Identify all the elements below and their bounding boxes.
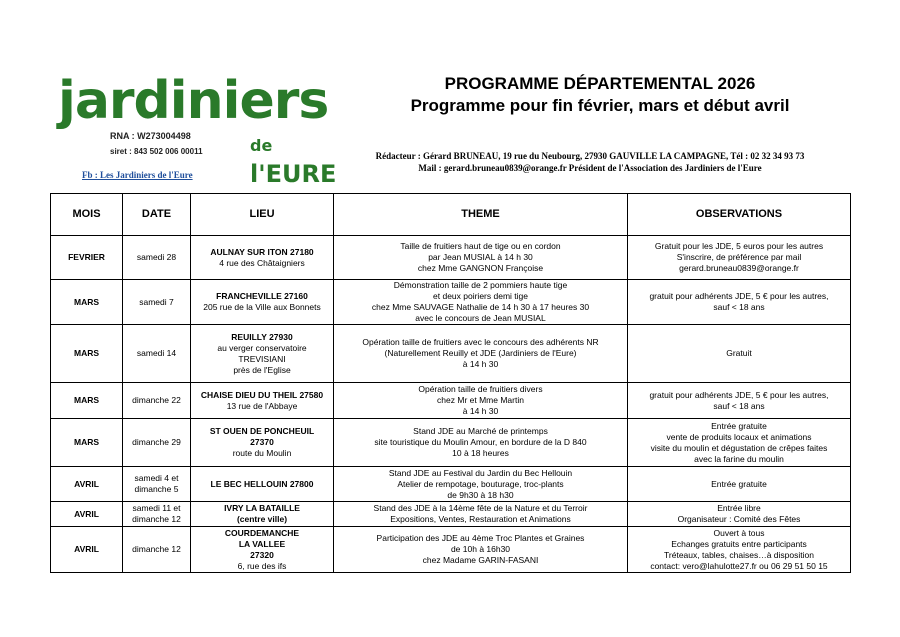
cell-lieu [191, 502, 334, 527]
cell-mois: MARS [51, 383, 123, 419]
cell-date [123, 325, 191, 383]
contact-line-2: Mail : gerard.bruneau0839@orange.fr Président de l'Association des Jardiniers de l'Eure [418, 163, 762, 173]
cell-lieu [191, 383, 334, 419]
table-header-row [51, 194, 851, 236]
lieu-line: LA VALLEE [238, 538, 286, 549]
theme-line: Stand JDE au Festival du Jardin du Bec Hellouin [388, 467, 573, 478]
logo-subtitle [250, 129, 336, 188]
cell-mois: MARS [51, 325, 123, 383]
lieu-line: route du Moulin [232, 448, 292, 458]
date-line: samedi 28 [136, 252, 177, 262]
cell-lieu [191, 280, 334, 325]
theme-line: Opération taille de fruitiers avec le concours des adhérents NR [362, 337, 599, 347]
observation-line: gratuit pour adhérents JDE, 5 € pour les autres, [649, 389, 829, 400]
lieu-line: 205 rue de la Ville aux Bonnets [203, 302, 321, 312]
theme-line: Stand des JDE à la 14ème fête de la Nature et du Terroir [373, 503, 588, 513]
cell-mois: AVRIL [51, 527, 123, 573]
observation-line: Entrée gratuite [711, 420, 767, 431]
observation-line: gratuit pour adhérents JDE, 5 € pour les autres, [649, 291, 829, 301]
date-line: samedi 7 [139, 296, 174, 307]
theme-line: Opération taille de fruitiers divers [418, 384, 543, 394]
theme-line: site touristique du Moulin Amour, en bordure de la D 840 [374, 437, 587, 447]
lieu-line: CHAISE DIEU DU THEIL 27580 [200, 389, 324, 400]
theme-line: chez Mme GANGNON Françoise [417, 263, 544, 273]
lieu-line: IVRY LA BATAILLE [224, 503, 300, 513]
cell-observations [628, 280, 851, 325]
header-date: DATE [123, 194, 191, 236]
cell-date [123, 527, 191, 573]
cell-theme [334, 467, 628, 502]
observation-line: Echanges gratuits entre participants [671, 538, 807, 549]
observation-line: Entrée libre [717, 503, 761, 513]
lieu-line: REUILLY 27930 [231, 331, 293, 342]
lieu-line: au verger conservatoire [217, 342, 307, 353]
table-row [51, 527, 851, 573]
program-table [50, 193, 851, 573]
cell-lieu [191, 325, 334, 383]
date-line: samedi 4 et [134, 473, 179, 483]
date-line: dimanche 12 [132, 514, 181, 524]
header-mois: MOIS [51, 194, 123, 236]
cell-theme [334, 236, 628, 280]
cell-date [123, 280, 191, 325]
theme-line: Participation des JDE au 4ème Troc Plantes et Graines [376, 533, 585, 543]
observation-line: avec la farine du moulin [694, 453, 784, 464]
cell-date [123, 383, 191, 419]
cell-lieu [191, 419, 334, 467]
table-row [51, 280, 851, 325]
observation-line: Gratuit pour les JDE, 5 euros pour les autres [654, 241, 824, 251]
cell-theme [334, 325, 628, 383]
cell-date [123, 502, 191, 527]
theme-line: Expositions, Ventes, Restauration et Animations [390, 514, 571, 524]
cell-date [123, 419, 191, 467]
observation-line: Gratuit [726, 348, 752, 358]
title-line-1: PROGRAMME DÉPARTEMENTAL 2026 [444, 74, 756, 93]
theme-line: avec le concours de Jean MUSIAL [415, 313, 546, 323]
cell-theme [334, 419, 628, 467]
lieu-line: FRANCHEVILLE 27160 [216, 291, 308, 301]
date-line: dimanche 22 [132, 395, 181, 405]
observation-line: S'inscrire, de préférence par mail [676, 252, 802, 262]
cell-observations [628, 527, 851, 573]
theme-line: chez Madame GARIN-FASANI [422, 555, 539, 565]
table-row [51, 383, 851, 419]
table-row [51, 502, 851, 527]
date-line: samedi 14 [136, 348, 177, 358]
observation-line: visite du moulin et dégustation de crêpes faites [650, 442, 828, 453]
date-line: dimanche 29 [132, 437, 181, 447]
cell-theme [334, 527, 628, 573]
logo-rna: RNA : W273004498 [110, 131, 191, 141]
cell-lieu [191, 527, 334, 573]
contact-info [330, 150, 850, 174]
theme-line: Démonstration taille de 2 pommiers haute tige [393, 280, 568, 290]
observation-line: Organisateur : Comité des Fêtes [677, 514, 801, 524]
logo-sub-eure: l'EURE [250, 160, 337, 188]
lieu-line: LE BEC HELLOUIN 27800 [210, 478, 314, 489]
observation-line: Entrée gratuite [711, 478, 767, 489]
observation-line: Tréteaux, tables, chaises…à disposition [664, 549, 814, 560]
lieu-line: 4 rue des Châtaigniers [219, 257, 305, 268]
lieu-line: TREVISIANI [238, 353, 286, 364]
theme-line: par Jean MUSIAL à 14 h 30 [428, 252, 533, 262]
logo-word: jardiniers [58, 71, 329, 131]
cell-observations [628, 236, 851, 280]
cell-observations [628, 467, 851, 502]
theme-line: à 14 h 30 [462, 406, 499, 416]
theme-line: de 10h à 16h30 [450, 544, 511, 554]
observation-line: vente de produits locaux et animations [666, 431, 812, 442]
cell-date [123, 467, 191, 502]
facebook-link[interactable]: Fb : Les Jardiniers de l'Eure [82, 170, 193, 180]
cell-theme [334, 502, 628, 527]
lieu-line: (centre ville) [236, 514, 288, 524]
theme-line: de 9h30 à 18 h30 [447, 489, 514, 500]
table-row [51, 467, 851, 502]
cell-observations [628, 383, 851, 419]
theme-line: 10 à 18 heures [452, 448, 509, 458]
lieu-line: 27370 [250, 437, 274, 447]
observation-line: gerard.bruneau0839@orange.fr [679, 263, 799, 273]
page-title [400, 73, 800, 117]
date-line: dimanche 5 [134, 484, 179, 494]
cell-mois: AVRIL [51, 467, 123, 502]
cell-mois: MARS [51, 280, 123, 325]
lieu-line: ST OUEN DE PONCHEUIL [209, 426, 315, 436]
theme-line: (Naturellement Reuilly et JDE (Jardiniers de l'Eure) [384, 348, 577, 358]
header-lieu: LIEU [191, 194, 334, 236]
theme-line: chez Mr et Mme Martin [437, 395, 524, 405]
cell-theme [334, 383, 628, 419]
table-body [51, 236, 851, 573]
lieu-line: 13 rue de l'Abbaye [226, 400, 298, 411]
cell-mois: MARS [51, 419, 123, 467]
theme-line: Taille de fruitiers haut de tige ou en cordon [400, 241, 561, 251]
cell-observations [628, 419, 851, 467]
header-observations: OBSERVATIONS [628, 194, 851, 236]
contact-line-1: Rédacteur : Gérard BRUNEAU, 19 rue du Neubourg, 27930 GAUVILLE LA CAMPAGNE, Tél : 02 32 34 93 73 [375, 151, 805, 161]
observation-line: Ouvert à tous [713, 527, 765, 538]
theme-line: et deux poiriers demi tige [433, 291, 528, 301]
lieu-line: 6, rue des ifs [237, 560, 287, 571]
logo-sub-de: de [250, 136, 273, 155]
observation-line: sauf < 18 ans [713, 400, 765, 411]
table-row [51, 325, 851, 383]
cell-mois: AVRIL [51, 502, 123, 527]
cell-lieu [191, 467, 334, 502]
lieu-line: 27320 [250, 549, 274, 560]
theme-line: Atelier de rempotage, bouturage, troc-plants [397, 478, 564, 489]
lieu-line: près de l'Eglise [233, 364, 291, 375]
theme-line: chez Mme SAUVAGE Nathalie de 14 h 30 à 17 heures 30 [371, 302, 590, 312]
table-row [51, 236, 851, 280]
header-theme: THEME [334, 194, 628, 236]
title-line-2: Programme pour fin février, mars et début avril [410, 96, 790, 115]
cell-theme [334, 280, 628, 325]
observation-line: sauf < 18 ans [713, 302, 765, 312]
observation-line: contact: vero@lahulotte27.fr ou 06 29 51 50 15 [650, 560, 828, 571]
cell-observations [628, 325, 851, 383]
date-line: samedi 11 et [132, 503, 181, 513]
lieu-line: AULNAY SUR ITON 27180 [210, 246, 314, 257]
date-line: dimanche 12 [132, 544, 181, 554]
cell-date [123, 236, 191, 280]
lieu-line: COURDEMANCHE [224, 527, 300, 538]
theme-line: à 14 h 30 [462, 359, 499, 369]
cell-mois: FEVRIER [51, 236, 123, 280]
logo-siret: siret : 843 502 006 00011 [110, 147, 203, 156]
theme-line: Stand JDE au Marché de printemps [413, 426, 548, 436]
table-row [51, 419, 851, 467]
cell-lieu [191, 236, 334, 280]
cell-observations [628, 502, 851, 527]
